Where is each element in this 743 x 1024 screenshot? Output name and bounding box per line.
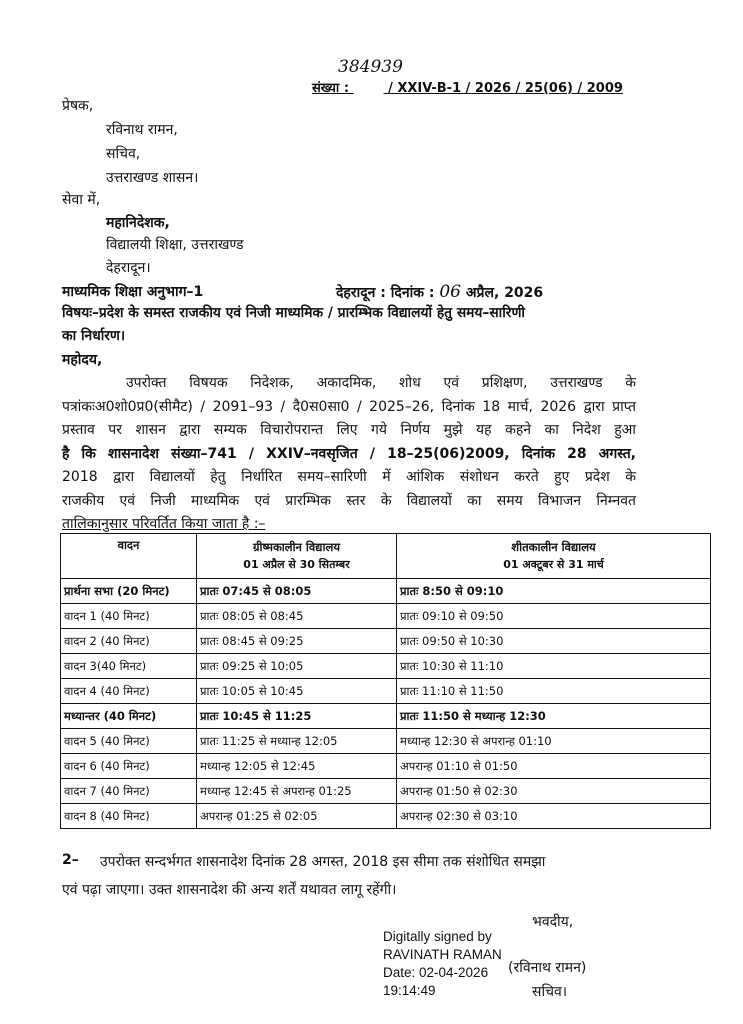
point-2-line-2: एवं पढ़ा जाएगा। उक्त शासनादेश की अन्य शर्तें यथावत लागू रहेंगी। [62,882,397,898]
period-cell: वादन 5 (40 मिनट) [61,729,197,754]
subject-line-2: का निर्धारण। [62,328,126,344]
header-winter-title: शीतकालीन विद्यालय [511,540,596,554]
table-row [61,754,711,779]
date-prefix: देहरादून : दिनांक : [336,285,435,301]
table-row [61,679,711,704]
body-line: प्रस्ताव पर शासन द्वारा सम्यक विचारोपरान्त लिए गये निर्णय मुझे यह कहने का निदेश हुआ [62,422,636,438]
handwritten-number: 384939 [338,57,403,77]
letter-date [336,282,543,302]
summer-cell: प्रातः 08:05 से 08:45 [197,604,397,629]
period-cell: वादन 7 (40 मिनट) [61,779,197,804]
table-row [61,779,711,804]
digital-signature-line: Digitally signed by [383,929,492,944]
summer-cell: मध्यान्ह 12:45 से अपरान्ह 01:25 [197,779,397,804]
body-paragraph [62,372,636,537]
point-2-number: 2– [62,852,79,868]
schedule-table [60,533,711,829]
summer-cell: प्रातः 10:05 से 10:45 [197,679,397,704]
winter-cell: प्रातः 8:50 से 09:10 [397,579,711,604]
body-line: 2018 द्वारा विद्यालयों हेतु निर्धारित समय–सारिणी में आंशिक संशोधन करते हुए प्रदेश के [62,469,636,485]
body-line: उपरोक्त विषयक निदेशक, अकादमिक, शोध एवं प्रशिक्षण, उत्तराखण्ड के [126,375,636,391]
table-row [61,604,711,629]
header-summer-title: ग्रीष्मकालीन विद्यालय [252,540,340,554]
sender-name: रविनाथ रामन, [106,122,178,138]
closing-yours: भवदीय, [532,914,574,930]
table-row [61,654,711,679]
digital-signature-block [383,928,502,1000]
period-cell: प्रार्थना सभा (20 मिनट) [61,579,197,604]
winter-cell: प्रातः 10:30 से 11:10 [397,654,711,679]
date-rest: अप्रैल, 2026 [465,285,544,301]
letter-number-value: / XXIV-B-1 / 2026 / 25(06) / 2009 [388,81,623,96]
period-cell: वादन 3(40 मिनट) [61,654,197,679]
header-summer-range: 01 अप्रैल से 30 सितम्बर [243,558,350,571]
letter-number-label: संख्या : [312,81,350,96]
summer-cell: प्रातः 09:25 से 10:05 [197,654,397,679]
recipient-label: सेवा में, [62,192,101,208]
subject-line-1: विषयः–प्रदेश के समस्त राजकीय एवं निजी माध्यमिक / प्रारम्भिक विद्यालयों हेतु समय–सारिणी [62,305,525,321]
recipient-name: महानिदेशक, [106,215,170,231]
summer-cell: प्रातः 07:45 से 08:05 [197,579,397,604]
digital-signature-line: Date: 02-04-2026 [383,965,489,980]
period-cell: वादन 6 (40 मिनट) [61,754,197,779]
section-name: माध्यमिक शिक्षा अनुभाग–1 [62,284,204,300]
header-summer [197,534,397,579]
letter-number [312,78,623,96]
date-day: 06 [439,282,461,302]
winter-cell: प्रातः 09:50 से 10:30 [397,629,711,654]
body-line: राजकीय एवं निजी माध्यमिक एवं प्रारम्भिक स्तर के विद्यालयों का समय विभाजन निम्नवत [62,492,636,509]
sender-office: उत्तराखण्ड शासन। [106,170,199,186]
winter-cell: प्रातः 09:10 से 09:50 [397,604,711,629]
table-row [61,804,711,829]
signatory-designation: सचिव। [532,984,568,1000]
winter-cell: अपरान्ह 02:30 से 03:10 [397,804,711,829]
digital-signature-line: RAVINATH RAMAN [383,947,502,962]
header-period: वादन [61,534,197,579]
table-row [61,704,711,729]
body-line: है कि शासनादेश संख्या–741 / XXIV–नवसृजित / 18–25(06)2009, दिनांक 28 अगस्त, [62,445,636,462]
recipient-place: देहरादून। [106,260,151,276]
summer-cell: प्रातः 10:45 से 11:25 [197,704,397,729]
summer-cell: प्रातः 11:25 से मध्यान्ह 12:05 [197,729,397,754]
table-header-row [61,534,711,579]
table-row [61,579,711,604]
header-winter-range: 01 अक्टूबर से 31 मार्च [503,558,604,571]
table-row [61,729,711,754]
point-2-line-1: उपरोक्त सन्दर्भगत शासनादेश दिनांक 28 अगस्त, 2018 इस सीमा तक संशोधित समझा [100,854,546,870]
recipient-department: विद्यालयी शिक्षा, उत्तराखण्ड [106,237,244,253]
digital-signature-line: 19:14:49 [383,983,436,998]
winter-cell: अपरान्ह 01:10 से 01:50 [397,754,711,779]
summer-cell: मध्यान्ह 12:05 से 12:45 [197,754,397,779]
sender-designation: सचिव, [106,146,141,162]
winter-cell: प्रातः 11:50 से मध्यान्ह 12:30 [397,704,711,729]
signatory-name: (रविनाथ रामन) [508,960,587,976]
body-line: पत्रांकःअ0शो0प्र0(सीमैट) / 2091–93 / दै0स0सा0 / 2025–26, दिनांक 18 मार्च, 2026 द्वारा प्राप्त [62,398,636,415]
sender-label: प्रेषक, [62,98,94,114]
period-cell: मध्यान्तर (40 मिनट) [61,704,197,729]
salutation: महोदय, [62,352,103,368]
period-cell: वादन 1 (40 मिनट) [61,604,197,629]
winter-cell: प्रातः 11:10 से 11:50 [397,679,711,704]
period-cell: वादन 2 (40 मिनट) [61,629,197,654]
period-cell: वादन 4 (40 मिनट) [61,679,197,704]
winter-cell: मध्यान्ह 12:30 से अपरान्ह 01:10 [397,729,711,754]
summer-cell: अपरान्ह 01:25 से 02:05 [197,804,397,829]
header-winter [397,534,711,579]
table-row [61,629,711,654]
summer-cell: प्रातः 08:45 से 09:25 [197,629,397,654]
winter-cell: अपरान्ह 01:50 से 02:30 [397,779,711,804]
body-line: तालिकानुसार परिवर्तित किया जाता है :– [62,516,266,532]
period-cell: वादन 8 (40 मिनट) [61,804,197,829]
